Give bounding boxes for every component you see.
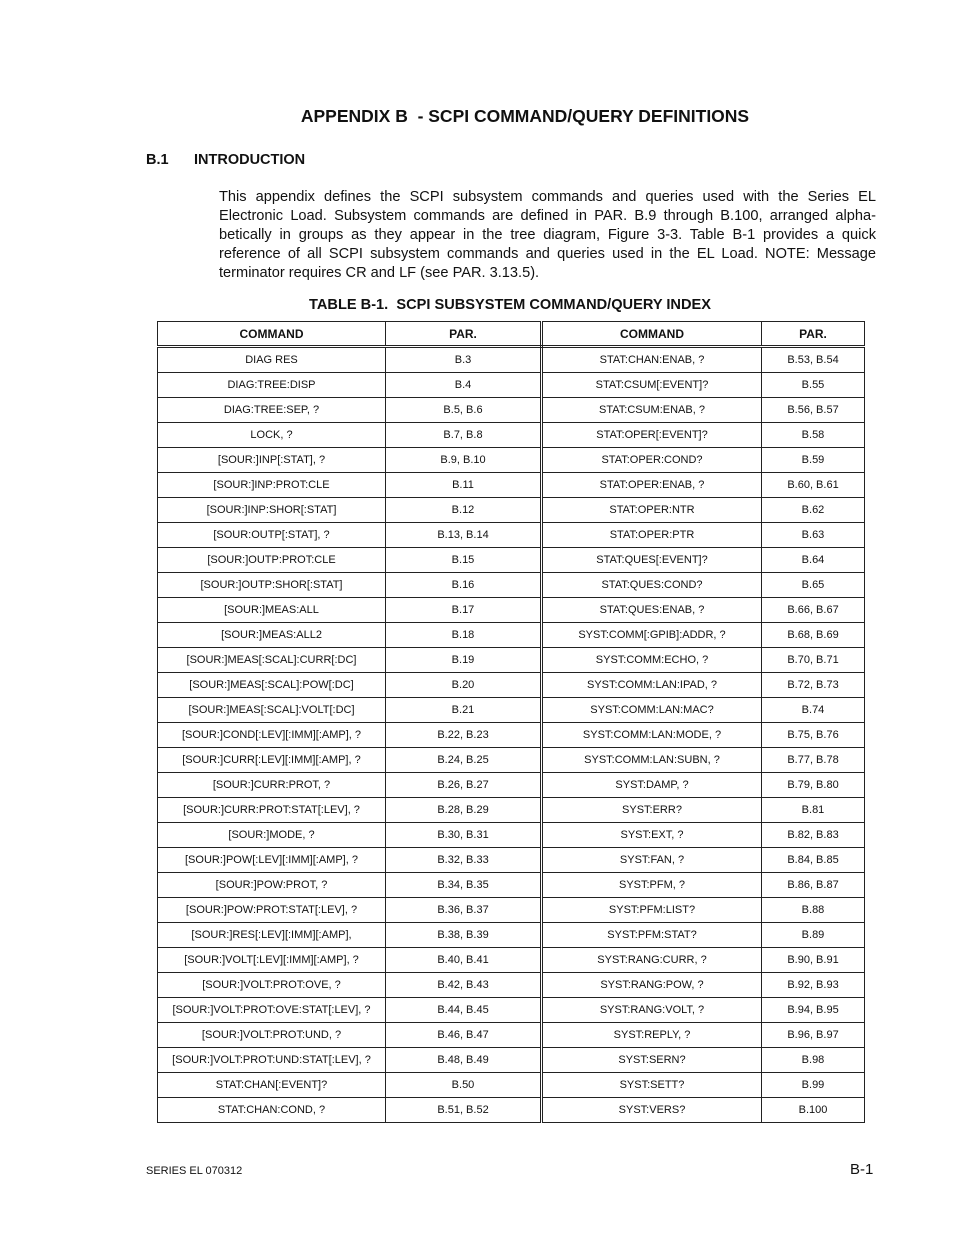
table-row bbox=[158, 723, 865, 748]
table-row bbox=[158, 448, 865, 473]
par-cell: B.21 bbox=[386, 698, 542, 723]
command-cell: STAT:QUES:COND? bbox=[542, 573, 762, 598]
par-cell: B.55 bbox=[762, 373, 865, 398]
par-cell: B.46, B.47 bbox=[386, 1023, 542, 1048]
par-cell: B.99 bbox=[762, 1073, 865, 1098]
par-cell: B.15 bbox=[386, 548, 542, 573]
command-cell: SYST:PFM:STAT? bbox=[542, 923, 762, 948]
par-cell: B.62 bbox=[762, 498, 865, 523]
command-cell: STAT:CHAN:COND, ? bbox=[158, 1098, 386, 1123]
command-cell: DIAG:TREE:SEP, ? bbox=[158, 398, 386, 423]
command-cell: [SOUR:]POW:PROT:STAT[:LEV], ? bbox=[158, 898, 386, 923]
table-row bbox=[158, 548, 865, 573]
table-body bbox=[158, 347, 865, 1123]
par-cell: B.16 bbox=[386, 573, 542, 598]
table-row bbox=[158, 1048, 865, 1073]
header-command-1: COMMAND bbox=[158, 322, 386, 347]
table-row bbox=[158, 973, 865, 998]
par-cell: B.56, B.57 bbox=[762, 398, 865, 423]
command-cell: [SOUR:]POW:PROT, ? bbox=[158, 873, 386, 898]
command-cell: [SOUR:]CURR[:LEV][:IMM][:AMP], ? bbox=[158, 748, 386, 773]
par-cell: B.19 bbox=[386, 648, 542, 673]
par-cell: B.7, B.8 bbox=[386, 423, 542, 448]
table-row bbox=[158, 823, 865, 848]
section-number: B.1 bbox=[146, 152, 169, 168]
command-cell: SYST:VERS? bbox=[542, 1098, 762, 1123]
command-cell: [SOUR:]MEAS[:SCAL]:CURR[:DC] bbox=[158, 648, 386, 673]
command-cell: [SOUR:]INP[:STAT], ? bbox=[158, 448, 386, 473]
par-cell: B.36, B.37 bbox=[386, 898, 542, 923]
page-title: APPENDIX B - SCPI COMMAND/QUERY DEFINITIONS bbox=[300, 106, 750, 126]
table-row bbox=[158, 673, 865, 698]
par-cell: B.18 bbox=[386, 623, 542, 648]
command-cell: SYST:COMM:ECHO, ? bbox=[542, 648, 762, 673]
par-cell: B.81 bbox=[762, 798, 865, 823]
command-cell: [SOUR:]VOLT[:LEV][:IMM][:AMP], ? bbox=[158, 948, 386, 973]
par-cell: B.65 bbox=[762, 573, 865, 598]
table-row bbox=[158, 1098, 865, 1123]
command-cell: SYST:SETT? bbox=[542, 1073, 762, 1098]
command-cell: STAT:CSUM[:EVENT]? bbox=[542, 373, 762, 398]
command-cell: DIAG RES bbox=[158, 347, 386, 373]
par-cell: B.94, B.95 bbox=[762, 998, 865, 1023]
par-cell: B.64 bbox=[762, 548, 865, 573]
par-cell: B.59 bbox=[762, 448, 865, 473]
par-cell: B.13, B.14 bbox=[386, 523, 542, 548]
section-heading bbox=[146, 152, 305, 168]
par-cell: B.60, B.61 bbox=[762, 473, 865, 498]
par-cell: B.96, B.97 bbox=[762, 1023, 865, 1048]
table-row bbox=[158, 1023, 865, 1048]
command-cell: [SOUR:]VOLT:PROT:OVE, ? bbox=[158, 973, 386, 998]
table-row bbox=[158, 373, 865, 398]
command-cell: [SOUR:]RES[:LEV][:IMM][:AMP], bbox=[158, 923, 386, 948]
header-command-2: COMMAND bbox=[542, 322, 762, 347]
header-par-2: PAR. bbox=[762, 322, 865, 347]
command-cell: SYST:EXT, ? bbox=[542, 823, 762, 848]
par-cell: B.4 bbox=[386, 373, 542, 398]
footer-page-number: B-1 bbox=[850, 1161, 874, 1178]
par-cell: B.3 bbox=[386, 347, 542, 373]
footer-series: SERIES EL 070312 bbox=[146, 1165, 243, 1177]
par-cell: B.53, B.54 bbox=[762, 347, 865, 373]
table-row bbox=[158, 423, 865, 448]
command-cell: [SOUR:]VOLT:PROT:UND:STAT[:LEV], ? bbox=[158, 1048, 386, 1073]
table-row bbox=[158, 923, 865, 948]
par-cell: B.11 bbox=[386, 473, 542, 498]
command-cell: [SOUR:]VOLT:PROT:UND, ? bbox=[158, 1023, 386, 1048]
header-par-1: PAR. bbox=[386, 322, 542, 347]
par-cell: B.74 bbox=[762, 698, 865, 723]
par-cell: B.26, B.27 bbox=[386, 773, 542, 798]
par-cell: B.9, B.10 bbox=[386, 448, 542, 473]
command-cell: [SOUR:]MODE, ? bbox=[158, 823, 386, 848]
command-cell: STAT:OPER:COND? bbox=[542, 448, 762, 473]
section-title: INTRODUCTION bbox=[194, 152, 306, 168]
table-row bbox=[158, 948, 865, 973]
command-cell: STAT:QUES[:EVENT]? bbox=[542, 548, 762, 573]
par-cell: B.58 bbox=[762, 423, 865, 448]
command-cell: [SOUR:]MEAS[:SCAL]:POW[:DC] bbox=[158, 673, 386, 698]
table-row bbox=[158, 648, 865, 673]
par-cell: B.90, B.91 bbox=[762, 948, 865, 973]
command-cell: STAT:CHAN[:EVENT]? bbox=[158, 1073, 386, 1098]
par-cell: B.20 bbox=[386, 673, 542, 698]
command-cell: [SOUR:]INP:PROT:CLE bbox=[158, 473, 386, 498]
table-header-row bbox=[158, 322, 865, 347]
table-row bbox=[158, 798, 865, 823]
command-cell: SYST:PFM:LIST? bbox=[542, 898, 762, 923]
command-cell: SYST:SERN? bbox=[542, 1048, 762, 1073]
command-cell: [SOUR:]CURR:PROT:STAT[:LEV], ? bbox=[158, 798, 386, 823]
par-cell: B.79, B.80 bbox=[762, 773, 865, 798]
table-row bbox=[158, 848, 865, 873]
par-cell: B.42, B.43 bbox=[386, 973, 542, 998]
command-cell: SYST:COMM:LAN:MAC? bbox=[542, 698, 762, 723]
par-cell: B.40, B.41 bbox=[386, 948, 542, 973]
par-cell: B.88 bbox=[762, 898, 865, 923]
par-cell: B.34, B.35 bbox=[386, 873, 542, 898]
par-cell: B.22, B.23 bbox=[386, 723, 542, 748]
par-cell: B.28, B.29 bbox=[386, 798, 542, 823]
table-row bbox=[158, 698, 865, 723]
par-cell: B.12 bbox=[386, 498, 542, 523]
command-cell: LOCK, ? bbox=[158, 423, 386, 448]
command-cell: [SOUR:]CURR:PROT, ? bbox=[158, 773, 386, 798]
par-cell: B.84, B.85 bbox=[762, 848, 865, 873]
table-caption: TABLE B-1. SCPI SUBSYSTEM COMMAND/QUERY INDEX bbox=[309, 297, 711, 313]
command-cell: SYST:COMM:LAN:IPAD, ? bbox=[542, 673, 762, 698]
command-cell: STAT:OPER[:EVENT]? bbox=[542, 423, 762, 448]
command-cell: SYST:RANG:CURR, ? bbox=[542, 948, 762, 973]
command-cell: STAT:OPER:PTR bbox=[542, 523, 762, 548]
table-row bbox=[158, 598, 865, 623]
command-cell: [SOUR:]VOLT:PROT:OVE:STAT[:LEV], ? bbox=[158, 998, 386, 1023]
table-row bbox=[158, 623, 865, 648]
par-cell: B.32, B.33 bbox=[386, 848, 542, 873]
command-cell: SYST:DAMP, ? bbox=[542, 773, 762, 798]
command-cell: SYST:RANG:POW, ? bbox=[542, 973, 762, 998]
command-index-table bbox=[157, 321, 865, 1123]
command-cell: STAT:QUES:ENAB, ? bbox=[542, 598, 762, 623]
table-row bbox=[158, 1073, 865, 1098]
par-cell: B.72, B.73 bbox=[762, 673, 865, 698]
command-cell: [SOUR:]MEAS[:SCAL]:VOLT[:DC] bbox=[158, 698, 386, 723]
command-cell: STAT:OPER:NTR bbox=[542, 498, 762, 523]
par-cell: B.68, B.69 bbox=[762, 623, 865, 648]
par-cell: B.17 bbox=[386, 598, 542, 623]
par-cell: B.98 bbox=[762, 1048, 865, 1073]
command-cell: SYST:PFM, ? bbox=[542, 873, 762, 898]
table-row bbox=[158, 398, 865, 423]
table-row bbox=[158, 898, 865, 923]
par-cell: B.92, B.93 bbox=[762, 973, 865, 998]
command-cell: DIAG:TREE:DISP bbox=[158, 373, 386, 398]
command-cell: [SOUR:]POW[:LEV][:IMM][:AMP], ? bbox=[158, 848, 386, 873]
table-row bbox=[158, 347, 865, 373]
par-cell: B.38, B.39 bbox=[386, 923, 542, 948]
par-cell: B.86, B.87 bbox=[762, 873, 865, 898]
par-cell: B.75, B.76 bbox=[762, 723, 865, 748]
command-cell: [SOUR:]COND[:LEV][:IMM][:AMP], ? bbox=[158, 723, 386, 748]
table-row bbox=[158, 998, 865, 1023]
command-cell: [SOUR:OUTP[:STAT], ? bbox=[158, 523, 386, 548]
command-cell: SYST:RANG:VOLT, ? bbox=[542, 998, 762, 1023]
par-cell: B.30, B.31 bbox=[386, 823, 542, 848]
table-row bbox=[158, 473, 865, 498]
par-cell: B.100 bbox=[762, 1098, 865, 1123]
command-cell: SYST:FAN, ? bbox=[542, 848, 762, 873]
par-cell: B.48, B.49 bbox=[386, 1048, 542, 1073]
par-cell: B.51, B.52 bbox=[386, 1098, 542, 1123]
par-cell: B.82, B.83 bbox=[762, 823, 865, 848]
command-cell: STAT:CHAN:ENAB, ? bbox=[542, 347, 762, 373]
command-cell: STAT:OPER:ENAB, ? bbox=[542, 473, 762, 498]
par-cell: B.44, B.45 bbox=[386, 998, 542, 1023]
command-cell: STAT:CSUM:ENAB, ? bbox=[542, 398, 762, 423]
intro-paragraph: This appendix defines the SCPI subsystem commands and queries used with the Series EL Electronic Load. Subsystem commands are defined in PAR. B.9 through B.100, arranged alphabetically in groups as they appear in the tree diagram, Figure 3-3. Table B-1 provides a quick reference of all SCPI subsystem commands and queries used in the EL Load. NOTE: Message terminator requires CR and LF (see PAR. 3.13.5). bbox=[219, 189, 876, 281]
command-cell: SYST:COMM:LAN:SUBN, ? bbox=[542, 748, 762, 773]
par-cell: B.50 bbox=[386, 1073, 542, 1098]
table-row bbox=[158, 773, 865, 798]
table-row bbox=[158, 498, 865, 523]
command-cell: SYST:COMM:LAN:MODE, ? bbox=[542, 723, 762, 748]
par-cell: B.63 bbox=[762, 523, 865, 548]
par-cell: B.24, B.25 bbox=[386, 748, 542, 773]
command-cell: SYST:COMM[:GPIB]:ADDR, ? bbox=[542, 623, 762, 648]
command-cell: SYST:REPLY, ? bbox=[542, 1023, 762, 1048]
command-cell: [SOUR:]OUTP:PROT:CLE bbox=[158, 548, 386, 573]
par-cell: B.77, B.78 bbox=[762, 748, 865, 773]
table-row bbox=[158, 573, 865, 598]
command-cell: [SOUR:]MEAS:ALL bbox=[158, 598, 386, 623]
command-cell: [SOUR:]INP:SHOR[:STAT] bbox=[158, 498, 386, 523]
command-cell: SYST:ERR? bbox=[542, 798, 762, 823]
table-row bbox=[158, 523, 865, 548]
table-row bbox=[158, 748, 865, 773]
par-cell: B.70, B.71 bbox=[762, 648, 865, 673]
par-cell: B.66, B.67 bbox=[762, 598, 865, 623]
command-cell: [SOUR:]MEAS:ALL2 bbox=[158, 623, 386, 648]
command-cell: [SOUR:]OUTP:SHOR[:STAT] bbox=[158, 573, 386, 598]
par-cell: B.89 bbox=[762, 923, 865, 948]
table-row bbox=[158, 873, 865, 898]
par-cell: B.5, B.6 bbox=[386, 398, 542, 423]
